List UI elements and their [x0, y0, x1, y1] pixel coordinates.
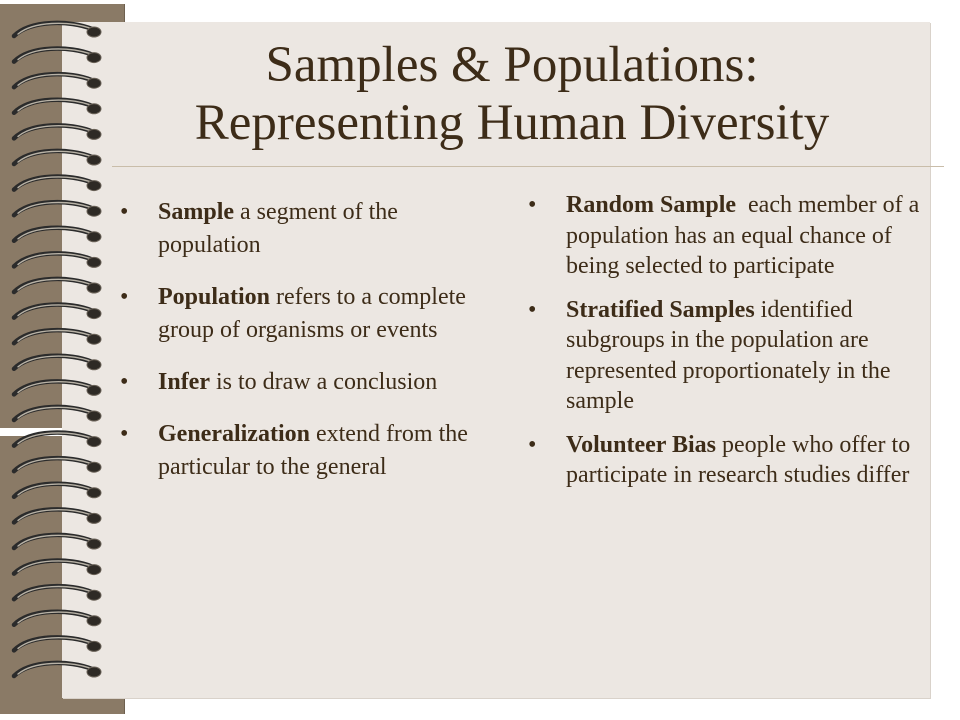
definition: people who offer to participate in research studies differ: [566, 431, 911, 488]
list-item: [120, 196, 482, 262]
list-item: [120, 418, 482, 484]
bullet: •: [120, 369, 129, 395]
coil-ring: [14, 202, 101, 216]
coil-ring: [14, 509, 101, 523]
term: Generalization: [158, 421, 310, 447]
definition: each member of a population has an equal chance of being selected to participate: [566, 192, 926, 279]
slide-title: [112, 36, 912, 152]
term: Sample: [158, 199, 235, 225]
list-item: [120, 281, 482, 347]
definition: is to draw a conclusion: [209, 369, 438, 395]
title-line-2: Representing Human Diversity: [194, 95, 830, 151]
coil-ring: [14, 23, 101, 37]
coil-ring: [14, 561, 101, 575]
bullet: •: [528, 296, 537, 323]
term: Population: [158, 284, 271, 310]
bullet: •: [120, 421, 129, 447]
list-item: [120, 366, 482, 399]
coil-ring: [14, 125, 101, 139]
term: Stratified Samples: [566, 296, 755, 323]
coil-ring: [14, 663, 101, 677]
coil-ring: [14, 356, 101, 370]
title-divider: [112, 166, 944, 167]
coil-ring: [14, 253, 101, 267]
right-bullet-list: [528, 190, 926, 504]
coil-ring: [14, 177, 101, 191]
coil-ring: [14, 407, 101, 421]
list-item: [528, 430, 920, 491]
coil-ring: [14, 381, 101, 395]
coil-ring: [14, 458, 101, 472]
coil-ring: [14, 330, 101, 344]
term: Volunteer Bias: [566, 431, 717, 458]
spiral-binding-icon: [0, 0, 124, 720]
left-bullet-list: [120, 196, 482, 503]
list-item: [528, 190, 926, 282]
definition: identified subgroups in the population are represented proportionately in the sample: [566, 296, 891, 414]
term: Random Sample: [566, 192, 737, 218]
coil-ring: [14, 74, 101, 88]
list-item: [528, 295, 920, 417]
bullet: •: [120, 284, 129, 310]
coil-ring: [14, 151, 101, 165]
bullet: •: [528, 192, 537, 218]
coil-ring: [14, 279, 101, 293]
coil-ring: [14, 305, 101, 319]
definition: extend from the particular to the general: [158, 421, 468, 480]
coil-ring: [14, 637, 101, 651]
coil-ring: [14, 612, 101, 626]
term: Infer: [158, 369, 210, 395]
coil-ring: [14, 586, 101, 600]
coil-ring: [14, 433, 101, 447]
title-line-1: Samples & Populations:: [265, 37, 759, 93]
coil-ring: [14, 484, 101, 498]
coil-ring: [14, 535, 101, 549]
coil-ring: [14, 49, 101, 63]
bullet: •: [528, 431, 537, 458]
bullet: •: [120, 199, 129, 225]
definition: refers to a complete group of organisms or events: [158, 284, 466, 343]
coil-ring: [14, 100, 101, 114]
coil-ring: [14, 228, 101, 242]
definition: a segment of the population: [158, 199, 398, 258]
